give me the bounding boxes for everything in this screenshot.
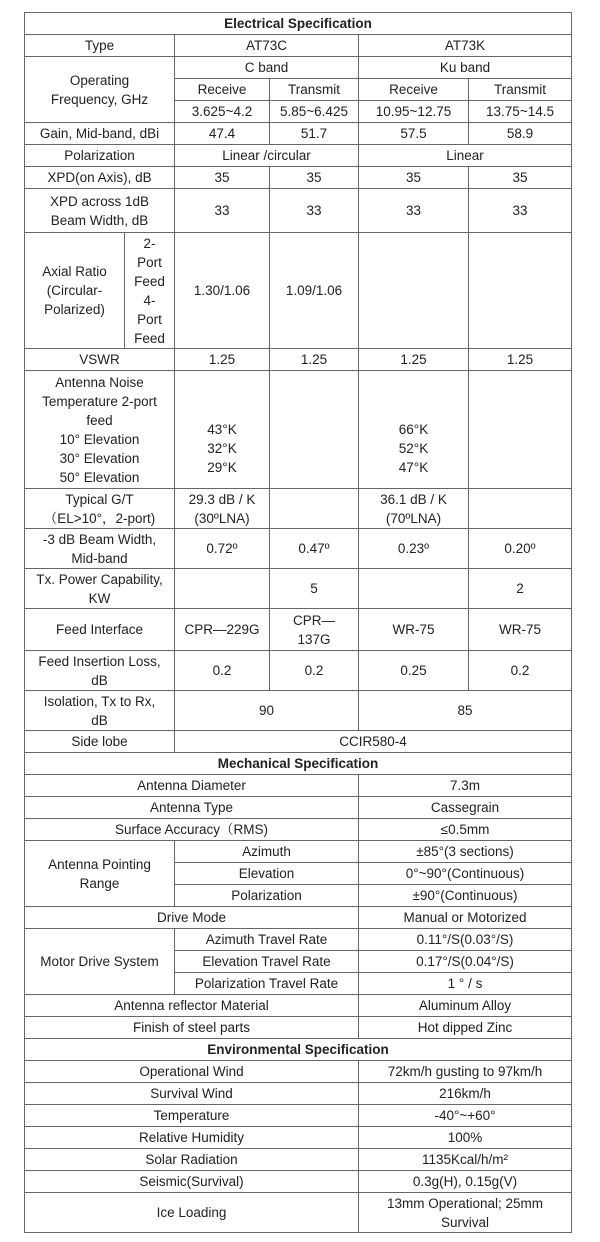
- row-label: Tx. Power Capability, KW: [25, 569, 175, 609]
- row-label: Seismic(Survival): [25, 1171, 359, 1193]
- row-label: Surface Accuracy（RMS): [25, 819, 359, 841]
- row-insertion-loss: [25, 651, 572, 691]
- c-tx-range: 5.85~6.425: [270, 101, 359, 123]
- row-xpd-1db: [25, 189, 572, 233]
- value: Cassegrain: [359, 797, 572, 819]
- k-transmit-label: Transmit: [469, 79, 572, 101]
- value: 29.3 dB / K (30ºLNA): [175, 489, 270, 529]
- value: 0.2: [469, 651, 572, 691]
- row-label: Operating Frequency, GHz: [25, 57, 175, 123]
- section-electrical: [25, 13, 572, 35]
- value: 51.7: [270, 123, 359, 145]
- value: 7.3m: [359, 775, 572, 797]
- value: 66°K 52°K 47°K: [359, 371, 469, 489]
- row-label: Survival Wind: [25, 1083, 359, 1105]
- value: 0°~90°(Continuous): [359, 863, 572, 885]
- row-label: Polarization: [25, 145, 175, 167]
- row-label: Type: [25, 35, 175, 57]
- value: 0.72º: [175, 529, 270, 569]
- row-frequency: [25, 57, 572, 79]
- value: Hot dipped Zinc: [359, 1017, 572, 1039]
- sub-label: Polarization: [175, 885, 359, 907]
- value-empty: [175, 569, 270, 609]
- band-k: Ku band: [359, 57, 572, 79]
- band-c: C band: [175, 57, 359, 79]
- row-antenna-type: [25, 797, 572, 819]
- row-feed-interface: [25, 609, 572, 651]
- row-label: Antenna Diameter: [25, 775, 359, 797]
- row-surface-accuracy: [25, 819, 572, 841]
- c-receive-label: Receive: [175, 79, 270, 101]
- value: Linear /circular: [175, 145, 359, 167]
- value: CPR—229G: [175, 609, 270, 651]
- row-label: Operational Wind: [25, 1061, 359, 1083]
- value: 1.30/1.06: [175, 233, 270, 349]
- row-temperature: [25, 1105, 572, 1127]
- row-label: Antenna Pointing Range: [25, 841, 175, 907]
- spec-table: [24, 12, 572, 1233]
- value: 1.25: [270, 349, 359, 371]
- value: 43°K 32°K 29°K: [175, 371, 270, 489]
- row-label: Finish of steel parts: [25, 1017, 359, 1039]
- value: 1.25: [469, 349, 572, 371]
- row-humidity: [25, 1127, 572, 1149]
- row-label: Gain, Mid-band, dBi: [25, 123, 175, 145]
- section-title: Environmental Specification: [25, 1039, 572, 1061]
- row-reflector-material: [25, 995, 572, 1017]
- row-noise-temperature: [25, 371, 572, 489]
- value: 1135Kcal/h/m²: [359, 1149, 572, 1171]
- value: 35: [175, 167, 270, 189]
- row-ice-loading: [25, 1193, 572, 1233]
- model-k: AT73K: [359, 35, 572, 57]
- value: Manual or Motorized: [359, 907, 572, 929]
- value: Aluminum Alloy: [359, 995, 572, 1017]
- sub-label: Elevation Travel Rate: [175, 951, 359, 973]
- value: 1.25: [175, 349, 270, 371]
- row-label: Relative Humidity: [25, 1127, 359, 1149]
- row-survival-wind: [25, 1083, 572, 1105]
- section-title: Mechanical Specification: [25, 753, 572, 775]
- value: 0.23º: [359, 529, 469, 569]
- value: WR-75: [469, 609, 572, 651]
- c-transmit-label: Transmit: [270, 79, 359, 101]
- row-polarization: [25, 145, 572, 167]
- section-mechanical: [25, 753, 572, 775]
- row-label: Feed Interface: [25, 609, 175, 651]
- row-pointing-azimuth: [25, 841, 572, 863]
- row-drive-mode: [25, 907, 572, 929]
- k-rx-range: 10.95~12.75: [359, 101, 469, 123]
- value: ≤0.5mm: [359, 819, 572, 841]
- value: 33: [359, 189, 469, 233]
- row-label: Temperature: [25, 1105, 359, 1127]
- value: 1.25: [359, 349, 469, 371]
- value: 100%: [359, 1127, 572, 1149]
- row-label: -3 dB Beam Width, Mid-band: [25, 529, 175, 569]
- value: 0.2: [175, 651, 270, 691]
- value: 35: [359, 167, 469, 189]
- row-operational-wind: [25, 1061, 572, 1083]
- row-diameter: [25, 775, 572, 797]
- value: 90: [175, 691, 359, 731]
- value-empty: [469, 233, 572, 349]
- c-rx-range: 3.625~4.2: [175, 101, 270, 123]
- value: 2: [469, 569, 572, 609]
- row-solar-radiation: [25, 1149, 572, 1171]
- value-empty: [270, 371, 359, 489]
- row-label: Ice Loading: [25, 1193, 359, 1233]
- value: 216km/h: [359, 1083, 572, 1105]
- row-label: Motor Drive System: [25, 929, 175, 995]
- value: 35: [270, 167, 359, 189]
- value: ±85°(3 sections): [359, 841, 572, 863]
- row-label: Solar Radiation: [25, 1149, 359, 1171]
- section-environmental: [25, 1039, 572, 1061]
- value: 0.2: [270, 651, 359, 691]
- row-label: VSWR: [25, 349, 175, 371]
- value: 72km/h gusting to 97km/h: [359, 1061, 572, 1083]
- row-motor-azimuth: [25, 929, 572, 951]
- row-gt: [25, 489, 572, 529]
- value: 0.47º: [270, 529, 359, 569]
- row-finish: [25, 1017, 572, 1039]
- row-vswr: [25, 349, 572, 371]
- value: Linear: [359, 145, 572, 167]
- row-label: Typical G/T （EL>10°，2-port): [25, 489, 175, 529]
- row-tx-power: [25, 569, 572, 609]
- value-empty: [270, 489, 359, 529]
- value: 57.5: [359, 123, 469, 145]
- row-isolation: [25, 691, 572, 731]
- value: 35: [469, 167, 572, 189]
- value: 85: [359, 691, 572, 731]
- value: 0.20º: [469, 529, 572, 569]
- row-side-lobe: [25, 731, 572, 753]
- value: WR-75: [359, 609, 469, 651]
- sub-label: Azimuth Travel Rate: [175, 929, 359, 951]
- k-receive-label: Receive: [359, 79, 469, 101]
- value: 0.17°/S(0.04°/S): [359, 951, 572, 973]
- value-empty: [469, 489, 572, 529]
- sub-label: Polarization Travel Rate: [175, 973, 359, 995]
- row-label: XPD across 1dB Beam Width, dB: [25, 189, 175, 233]
- value: -40°~+60°: [359, 1105, 572, 1127]
- value: 33: [270, 189, 359, 233]
- value: 0.3g(H), 0.15g(V): [359, 1171, 572, 1193]
- row-label: Isolation, Tx to Rx, dB: [25, 691, 175, 731]
- spec-table-container: [24, 12, 571, 1233]
- value: 36.1 dB / K (70ºLNA): [359, 489, 469, 529]
- row-label: Side lobe: [25, 731, 175, 753]
- row-gain: [25, 123, 572, 145]
- value: 0.11°/S(0.03°/S): [359, 929, 572, 951]
- k-tx-range: 13.75~14.5: [469, 101, 572, 123]
- value: 5: [270, 569, 359, 609]
- section-title: Electrical Specification: [25, 13, 572, 35]
- value: 58.9: [469, 123, 572, 145]
- value: 33: [175, 189, 270, 233]
- value: 47.4: [175, 123, 270, 145]
- value: CPR— 137G: [270, 609, 359, 651]
- row-label: Drive Mode: [25, 907, 359, 929]
- row-seismic: [25, 1171, 572, 1193]
- row-xpd: [25, 167, 572, 189]
- value: 1.09/1.06: [270, 233, 359, 349]
- value: CCIR580-4: [175, 731, 572, 753]
- value: ±90°(Continuous): [359, 885, 572, 907]
- value: 0.25: [359, 651, 469, 691]
- value: 33: [469, 189, 572, 233]
- row-label: Feed Insertion Loss, dB: [25, 651, 175, 691]
- row-beam-width: [25, 529, 572, 569]
- sub-label: Azimuth: [175, 841, 359, 863]
- row-axial-ratio: [25, 233, 572, 349]
- feed-label: 2- Port Feed 4- Port Feed: [125, 233, 175, 349]
- model-c: AT73C: [175, 35, 359, 57]
- row-label: XPD(on Axis), dB: [25, 167, 175, 189]
- value-empty: [469, 371, 572, 489]
- value-empty: [359, 569, 469, 609]
- value-empty: [359, 233, 469, 349]
- value: 13mm Operational; 25mm Survival: [359, 1193, 572, 1233]
- value: 1 ° / s: [359, 973, 572, 995]
- row-type: [25, 35, 572, 57]
- row-label: Axial Ratio (Circular- Polarized): [25, 233, 125, 349]
- sub-label: Elevation: [175, 863, 359, 885]
- row-label: Antenna reflector Material: [25, 995, 359, 1017]
- row-label: Antenna Noise Temperature 2-port feed 10° Elevation 30° Elevation 50° Elevation: [25, 371, 175, 489]
- row-label: Antenna Type: [25, 797, 359, 819]
